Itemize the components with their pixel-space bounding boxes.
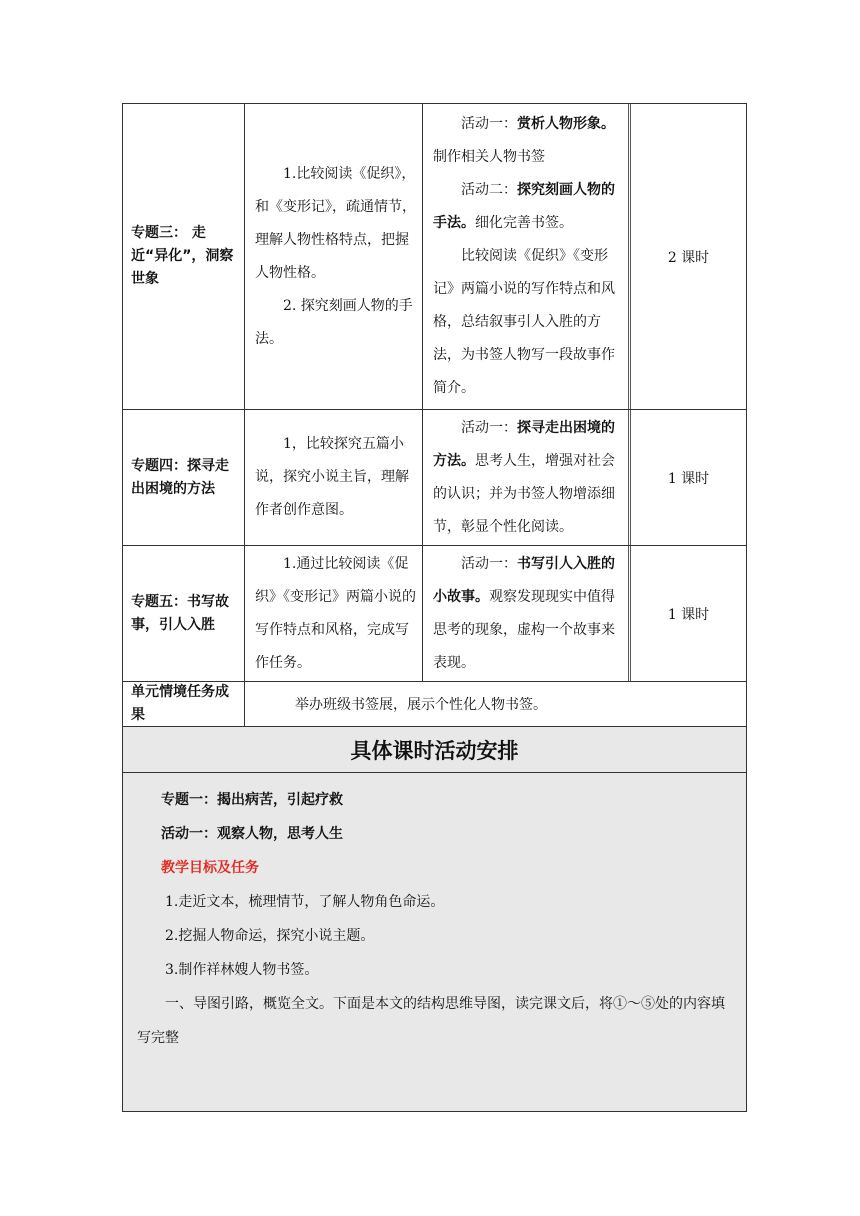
hours-text: 1 课时	[667, 470, 710, 487]
activity-text: 比较阅读《促织》《变形记》两篇小说的写作特点和风格，总结叙事引人入胜的方法，为书签人物写一段故事作简介。	[433, 248, 615, 396]
goal-item: 1.走近文本，梳理情节，了解人物角色命运。	[165, 894, 445, 910]
hours-cell	[631, 410, 746, 545]
activities-cell	[423, 410, 631, 545]
activities-cell	[423, 104, 631, 409]
plan-row	[123, 773, 746, 1111]
table-row	[123, 546, 746, 682]
instruction-text: 一、导图引路，概览全文。下面是本文的结构思维导图，读完课文后，将①～⑤处的内容填写完整	[137, 996, 725, 1046]
goals-cell	[245, 546, 423, 681]
outcome-text: 举办班级书签展，展示个性化人物书签。	[295, 697, 547, 713]
plan-topic: 专题一：揭出病苦，引起疗救	[161, 792, 343, 808]
plan-activity: 活动一：观察人物，思考人生	[161, 826, 343, 842]
activity-text: 活动一：书写引人入胜的小故事。观察发现现实中值得思考的现象，虚构一个故事来表现。	[433, 555, 615, 671]
topic-text: 专题三： 走近“异化”，洞察世象	[131, 225, 234, 287]
goal-item: 3.制作祥林嫂人物书签。	[165, 962, 319, 978]
hours-text: 1 课时	[667, 606, 710, 623]
section-title: 具体课时活动安排	[350, 738, 519, 763]
goals-heading: 教学目标及任务	[161, 860, 259, 876]
activity-text: 活动二：探究刻画人物的手法。细化完善书签。	[433, 182, 615, 231]
goal-text: 1，比较探究五篇小说，探究小说主旨，理解作者创作意图。	[255, 436, 409, 518]
topic-text: 专题五：书写故事，引人入胜	[131, 593, 229, 633]
table-row	[123, 410, 746, 546]
goals-cell	[245, 410, 423, 545]
activity-text: 活动一：探寻走出困境的方法。思考人生，增强对社会的认识；并为书签人物增添细节，彰显个性化阅读。	[433, 419, 615, 535]
outcome-row	[123, 682, 746, 727]
plan-content	[123, 773, 746, 1111]
table-row	[123, 104, 746, 410]
topic-cell	[123, 104, 245, 409]
hours-cell	[631, 546, 746, 681]
topic-text: 专题四：探寻走出困境的方法	[131, 457, 229, 497]
hours-cell	[631, 104, 746, 409]
outcome-label-cell	[123, 682, 245, 726]
section-header	[123, 727, 746, 773]
goal-text: 1.通过比较阅读《促织》《变形记》两篇小说的写作特点和风格，完成写作任务。	[255, 555, 416, 671]
curriculum-table	[122, 103, 747, 1112]
topic-cell	[123, 546, 245, 681]
goals-cell	[245, 104, 423, 409]
activities-cell	[423, 546, 631, 681]
goal-text: 1.比较阅读《促织》，和《变形记》，疏通情节，理解人物性格特点，把握人物性格。	[255, 165, 416, 281]
topic-cell	[123, 410, 245, 545]
hours-text: 2 课时	[667, 249, 710, 266]
goal-text: 2. 探究刻画人物的手法。	[255, 297, 413, 347]
outcome-label: 单元情境任务成果	[131, 684, 229, 723]
outcome-text-cell	[245, 682, 746, 726]
activity-text: 活动一：赏析人物形象。制作相关人物书签	[433, 116, 615, 165]
goal-item: 2.挖掘人物命运，探究小说主题。	[165, 928, 375, 944]
